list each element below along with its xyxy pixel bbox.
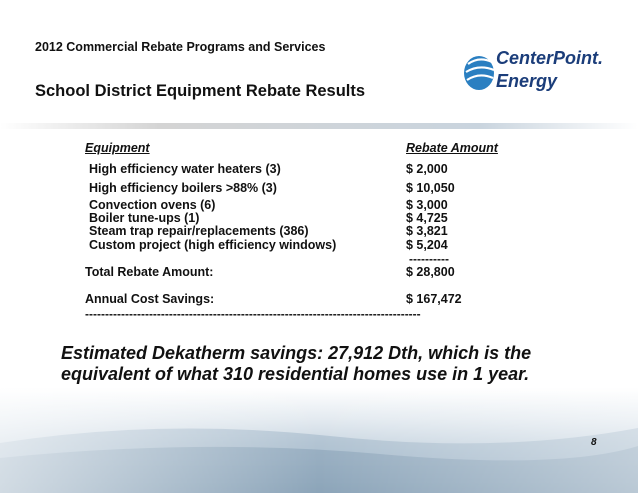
logo-wordmark-line1: CenterPoint. — [496, 48, 604, 68]
table-row-item: Boiler tune-ups (1) — [89, 211, 200, 225]
total-rebate-label: Total Rebate Amount: — [85, 265, 214, 279]
table-row-amount: $ 2,000 — [406, 162, 448, 176]
table-row-item: Custom project (high efficiency windows) — [89, 238, 337, 252]
table-row-amount: $ 10,050 — [406, 181, 455, 195]
table-row-item: High efficiency boilers >88% (3) — [89, 181, 277, 195]
column-header-rebate: Rebate Amount — [406, 141, 498, 155]
total-rebate-value: $ 28,800 — [406, 265, 455, 279]
savings-summary — [61, 343, 531, 385]
page-number: 8 — [591, 437, 597, 448]
deck-subtitle: 2012 Commercial Rebate Programs and Services — [35, 40, 326, 54]
table-row-item: High efficiency water heaters (3) — [89, 162, 281, 176]
annual-savings-value: $ 167,472 — [406, 292, 462, 306]
table-row-amount: $ 4,725 — [406, 211, 448, 225]
table-row-amount: $ 5,204 — [406, 238, 448, 252]
footer-band — [0, 388, 638, 493]
header-divider — [0, 119, 638, 133]
centerpoint-logo-mark-icon — [464, 56, 494, 90]
table-row-amount: $ 3,821 — [406, 224, 448, 238]
slide-title: School District Equipment Rebate Results — [35, 82, 366, 100]
subtotal-rule: ---------- — [409, 252, 449, 266]
savings-summary-line1: Estimated Dekatherm savings: 27,912 Dth, which is the — [61, 343, 532, 363]
annual-savings-label: Annual Cost Savings: — [85, 292, 215, 306]
closing-rule: ------------------------------------------------------------------------------------ — [85, 307, 421, 321]
table-row-item: Convection ovens (6) — [89, 198, 216, 212]
savings-summary-line2: equivalent of what 310 residential homes use in 1 year. — [61, 364, 530, 384]
logo-wordmark-line2: Energy — [496, 71, 558, 91]
table-row-item: Steam trap repair/replacements (386) — [89, 224, 309, 238]
column-header-equipment: Equipment — [85, 141, 150, 155]
table-row-amount: $ 3,000 — [406, 198, 448, 212]
